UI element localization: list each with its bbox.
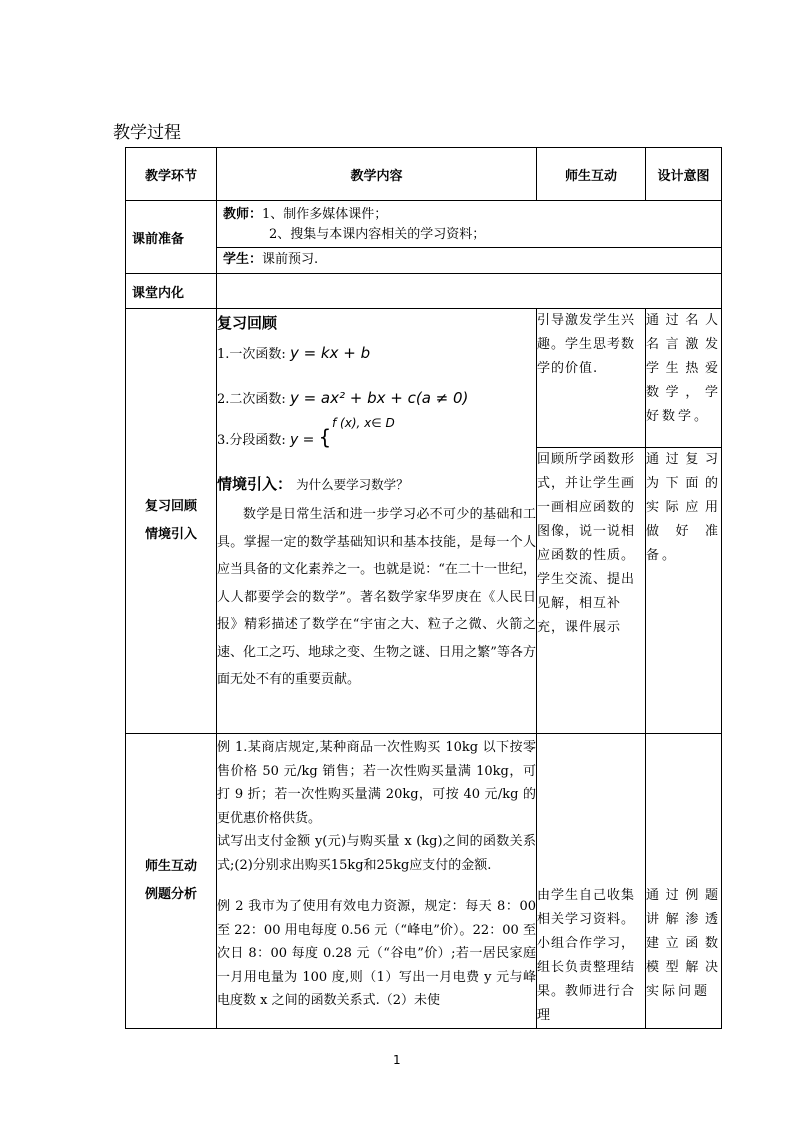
review-title: 复习回顾: [217, 314, 278, 332]
header-content: 教学内容: [217, 148, 537, 201]
examples-stage-cell: [126, 734, 217, 1029]
student-text: 课前预习.: [262, 252, 319, 267]
student-label: 学生：: [223, 252, 263, 267]
intro-heading: [217, 469, 536, 501]
formula-piecewise-label: 3.分段函数:: [217, 433, 286, 448]
examples-label-1: 师生互动: [144, 859, 197, 874]
examples-intent: 通过例题讲解渗透建立函数模型解决实际问题: [646, 734, 722, 1029]
review-label-2: 情境引入: [144, 527, 197, 542]
formula-linear-expr: y = kx + b: [289, 344, 371, 362]
formula-piecewise: [217, 416, 536, 451]
formula-quadratic-label: 2.二次函数:: [217, 392, 286, 407]
header-intent: 设计意图: [646, 148, 722, 201]
internalize-label: 课堂内化: [126, 274, 217, 309]
page-title: 教学过程: [113, 123, 181, 143]
formula-piecewise-lhs: y =: [289, 432, 315, 448]
prep-student-block: [217, 248, 721, 272]
review-interaction-bottom: 回顾所学函数形式，并让学生画一画相应函数的图像，说一说相应函数的性质。学生交流、提出见解，相互补充，课件展示: [537, 447, 646, 733]
page-number: 1: [393, 1053, 401, 1067]
header-interaction: 师生互动: [537, 148, 646, 201]
examples-content-cell: [217, 734, 537, 1029]
formula-linear: [217, 337, 536, 371]
prep-label: 课前准备: [126, 201, 217, 274]
teacher-label: 教师：: [223, 207, 263, 222]
formula-quadratic-expr: y = ax² + bx + c(a ≠ 0): [289, 389, 469, 407]
prep-teacher-block: [217, 201, 721, 248]
intro-paragraph: 数学是日常生活和进一步学习必不可少的基础和工具。掌握一定的数学基础知识和基本技能，是每一个人应当具备的文化素养之一。也就是说：“在二十一世纪，人人都要学会的数学”。著名数学家华罗庚在《人民日报》精彩描述了数学在“宇宙之大、粒子之微、火箭之速、化工之巧、地球之变、生物之谜、日用之繁”等各方面无处不有的重要贡献。: [217, 507, 536, 687]
intro-question: 为什么要学习数学？: [296, 477, 409, 492]
teaching-process-table: [125, 147, 722, 1029]
intro-title: 情境引入：: [217, 475, 293, 493]
review-interaction-top: 引导激发学生兴趣。学生思考数学的价值.: [537, 309, 646, 448]
teacher-item-2: 2、搜集与本课内容相关的学习资料；: [269, 227, 486, 242]
formula-linear-label: 1.一次函数:: [217, 347, 286, 362]
example-2-text: 例 2 我市为了使用有效电力资源，规定：每天 8：00 至 22：00 用电每度 0.56 元（“峰电”价）。22：00 至次日 8：00 每度 0.28 元（“谷电”价）;若一居民家庭一月用电量为 100 度,则（1）写出一月电费 y 元与峰电度数 x 之间的函数关系式.（2）未使: [217, 899, 536, 1008]
examples-interaction: 由学生自己收集相关学习资料。小组合作学习，组长负责整理结果。教师进行合理: [537, 734, 646, 1029]
example-1-text: 例 1.某商店规定,某种商品一次性购买 10kg 以下按零售价格 50 元/kg 销售；若一次性购买量满 10kg，可打 9 折；若一次性购买量满 20kg，可按 40 元/kg 的更优惠价格供货。: [217, 740, 536, 826]
review-content-cell: [217, 309, 537, 734]
example-1-question: 试写出支付金额 y(元)与购买量 x (kg)之间的函数关系式;(2)分别求出购买15kg和25kg应支付的金额.: [217, 834, 536, 873]
review-stage-cell: [126, 309, 217, 734]
internalize-empty-cell: [217, 274, 722, 309]
examples-label-2: 例题分析: [144, 887, 197, 902]
review-intent-top: 通过名人名言激发学生热爱数学，学好数学。: [646, 309, 722, 448]
review-intent-bottom: 通过复习为下面的实际应用做好准备。: [646, 447, 722, 733]
brace-icon: {: [318, 425, 332, 449]
header-stage: 教学环节: [126, 148, 217, 201]
formula-piecewise-case: f (x), x∈ D: [332, 416, 395, 430]
teacher-item-1: 1、制作多媒体课件；: [262, 207, 388, 222]
review-label-1: 复习回顾: [144, 499, 197, 514]
